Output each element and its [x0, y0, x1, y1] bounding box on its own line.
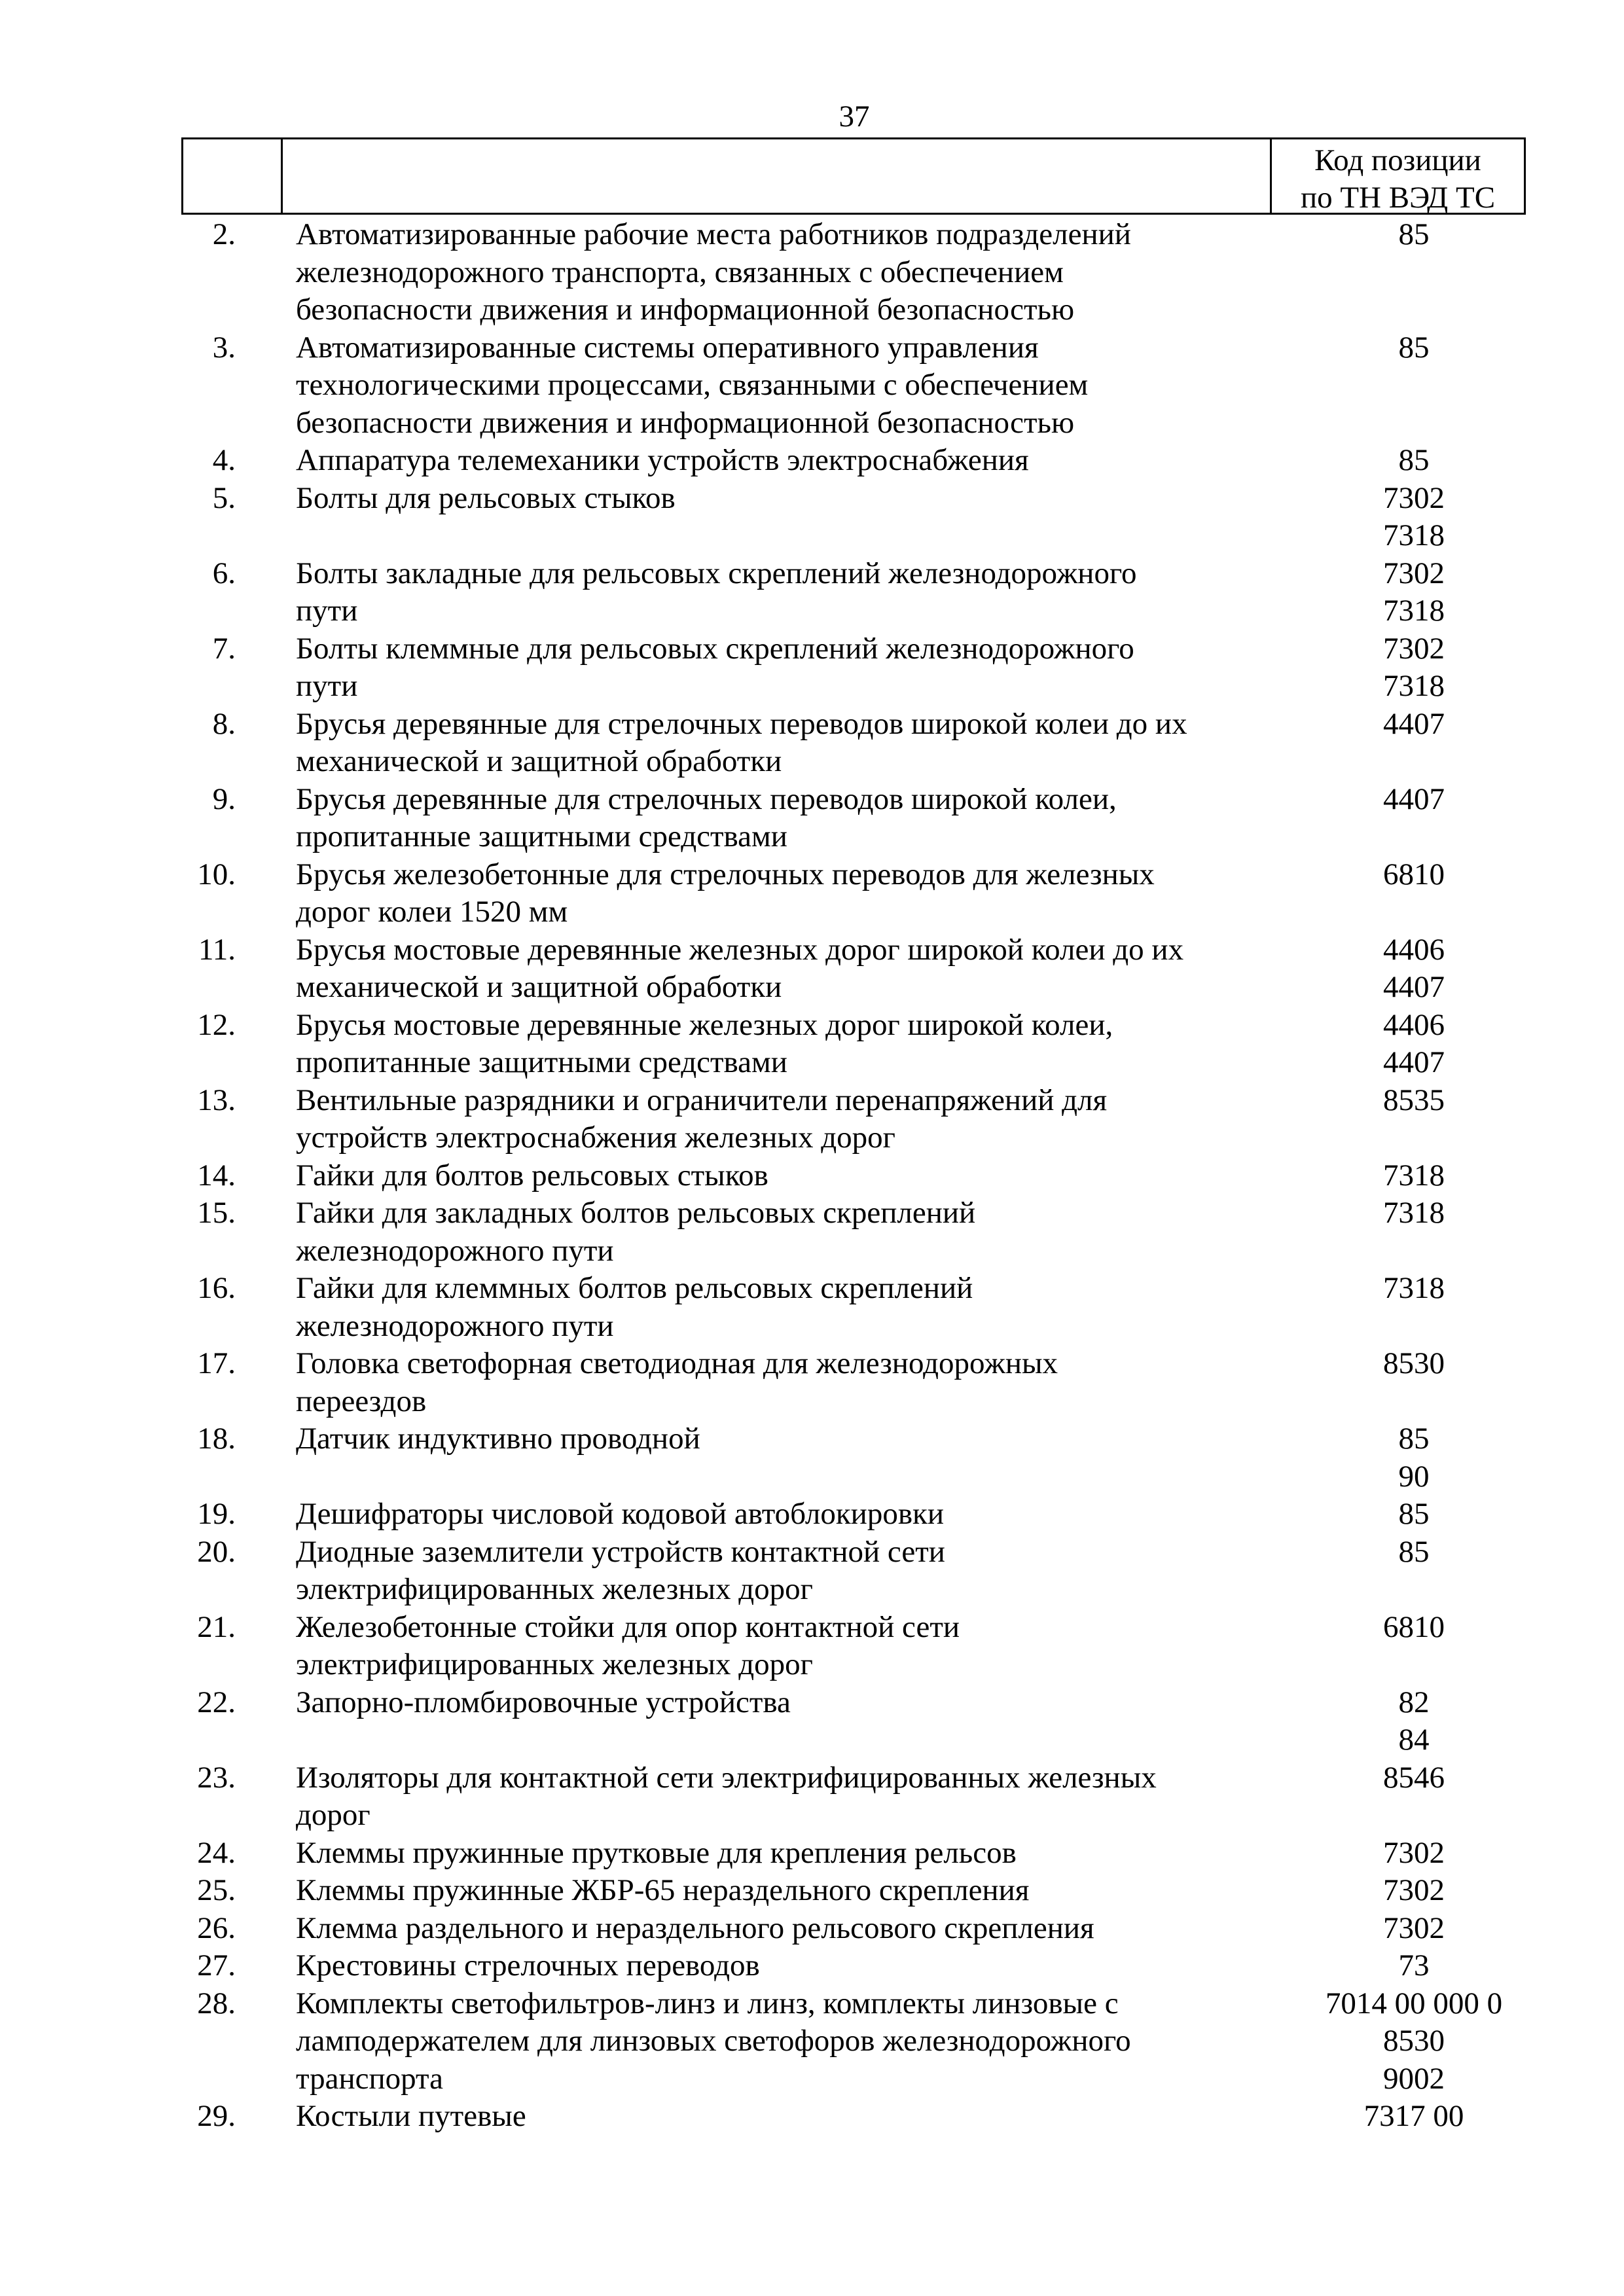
- row-codes: [1270, 1082, 1558, 1120]
- row-code: 4407: [1383, 781, 1445, 816]
- row-name: Брусья деревянные для стрелочных переводов широкой колеи до их механической и защитной обработки: [296, 706, 1187, 778]
- row-number: 19.: [197, 1497, 236, 1531]
- table-row: [0, 1910, 1624, 1948]
- row-codes: [1270, 1007, 1558, 1082]
- row-number: 24.: [197, 1835, 236, 1870]
- row-code: 7318: [1383, 518, 1445, 552]
- table-row: [0, 1985, 1624, 2098]
- row-code: 4407: [1383, 706, 1445, 741]
- row-code: 82: [1398, 1685, 1430, 1719]
- row-name: Дешифраторы числовой кодовой автоблокировки: [296, 1497, 945, 1531]
- table-row: [0, 931, 1624, 1007]
- table-row: [0, 1007, 1624, 1082]
- row-code: 9002: [1383, 2061, 1445, 2096]
- table-row: [0, 1194, 1624, 1270]
- row-code: 85: [1398, 1422, 1430, 1456]
- row-number: 7.: [212, 631, 236, 666]
- row-name: Вентильные разрядники и ограничители перенапряжений для устройств электроснабжения железных дорог: [296, 1083, 1108, 1155]
- row-name: Головка светофорная светодиодная для железнодорожных переездов: [296, 1346, 1058, 1418]
- table-row: [0, 329, 1624, 442]
- row-name: Костыли путевые: [296, 2099, 526, 2133]
- table-row: [0, 1947, 1624, 1985]
- row-name: Крестовины стрелочных переводов: [296, 1948, 760, 1982]
- row-name: Гайки для закладных болтов рельсовых скреплений железнодорожного пути: [296, 1196, 976, 1268]
- table-row: [0, 216, 1624, 329]
- table-row: [0, 1270, 1624, 1345]
- table-row: [0, 856, 1624, 931]
- row-number: 16.: [197, 1271, 236, 1305]
- row-number: 11.: [198, 932, 236, 967]
- row-code: 8546: [1383, 1760, 1445, 1795]
- row-number: 4.: [212, 443, 236, 477]
- row-codes: [1270, 1194, 1558, 1232]
- row-codes: [1270, 2098, 1558, 2136]
- row-name: Брусья деревянные для стрелочных переводов широкой колеи, пропитанные защитными средствами: [296, 781, 1117, 853]
- row-name: Клеммы пружинные ЖБР-65 нераздельного скрепления: [296, 1873, 1030, 1907]
- table-row: [0, 555, 1624, 630]
- row-name: Брусья железобетонные для стрелочных переводов для железных дорог колеи 1520 мм: [296, 857, 1155, 929]
- row-code: 8530: [1383, 2024, 1445, 2058]
- table-row: [0, 1872, 1624, 1910]
- row-name: Запорно-пломбировочные устройства: [296, 1685, 791, 1719]
- table-row: [0, 2098, 1624, 2136]
- row-number: 22.: [197, 1685, 236, 1719]
- row-code: 7302: [1383, 556, 1445, 590]
- item-list: [0, 216, 1624, 2136]
- row-name: Датчик индуктивно проводной: [296, 1422, 700, 1456]
- row-name: Автоматизированные системы оперативного управления технологическими процессами, связанными с обеспечением безопасности движения и информационной безопасностью: [296, 330, 1089, 440]
- row-codes: [1270, 1910, 1558, 1948]
- row-code: 4406: [1383, 932, 1445, 967]
- row-codes: [1270, 706, 1558, 744]
- row-name: Клеммы пружинные прутковые для крепления рельсов: [296, 1835, 1017, 1870]
- row-number: 3.: [212, 330, 236, 365]
- row-name: Болты закладные для рельсовых скреплений железнодорожного пути: [296, 556, 1137, 628]
- row-name: Брусья мостовые деревянные железных дорог широкой колеи до их механической и защитной обработки: [296, 932, 1184, 1004]
- row-codes: [1270, 931, 1558, 1007]
- row-number: 9.: [212, 781, 236, 816]
- row-number: 18.: [197, 1422, 236, 1456]
- table-row: [0, 1835, 1624, 1873]
- row-code: 4407: [1383, 1045, 1445, 1079]
- table-row: [0, 630, 1624, 706]
- row-number: 12.: [197, 1007, 236, 1042]
- row-name: Клемма раздельного и нераздельного рельсового скрепления: [296, 1910, 1094, 1945]
- page-number: 37: [839, 99, 870, 134]
- row-code: 8535: [1383, 1083, 1445, 1117]
- row-code: 7318: [1383, 1158, 1445, 1193]
- row-code: 85: [1398, 217, 1430, 251]
- row-number: 15.: [197, 1196, 236, 1230]
- row-code: 7318: [1383, 1196, 1445, 1230]
- row-code: 7014 00 000 0: [1325, 1986, 1503, 2020]
- row-name: Диодные заземлители устройств контактной сети электрифицированных железных дорог: [296, 1534, 945, 1606]
- row-codes: [1270, 1157, 1558, 1195]
- row-codes: [1270, 1534, 1558, 1571]
- row-name: Болты для рельсовых стыков: [296, 480, 676, 515]
- row-name: Железобетонные стойки для опор контактной сети электрифицированных железных дорог: [296, 1609, 960, 1681]
- row-codes: [1270, 856, 1558, 894]
- row-code: 4407: [1383, 970, 1445, 1004]
- row-name: Гайки для клеммных болтов рельсовых скреплений железнодорожного пути: [296, 1271, 973, 1343]
- table-row: [0, 480, 1624, 555]
- code-column-header-line1: Код позиции: [1314, 143, 1481, 177]
- code-column-header: [1272, 142, 1524, 217]
- code-column-header-line2: по ТН ВЭД ТС: [1300, 181, 1496, 215]
- table-row: [0, 706, 1624, 781]
- row-codes: [1270, 1947, 1558, 1985]
- row-code: 6810: [1383, 857, 1445, 891]
- row-codes: [1270, 329, 1558, 367]
- row-code: 7318: [1383, 669, 1445, 703]
- row-number: 23.: [197, 1760, 236, 1795]
- row-code: 84: [1398, 1723, 1430, 1757]
- row-number: 28.: [197, 1986, 236, 2020]
- row-name: Изоляторы для контактной сети электрифицированных железных дорог: [296, 1760, 1157, 1832]
- row-code: 7302: [1383, 1835, 1445, 1870]
- row-code: 7318: [1383, 1271, 1445, 1305]
- row-number: 10.: [197, 857, 236, 891]
- row-name: Гайки для болтов рельсовых стыков: [296, 1158, 768, 1193]
- table-row: [0, 781, 1624, 856]
- row-number: 14.: [197, 1158, 236, 1193]
- row-codes: [1270, 1270, 1558, 1308]
- table-row: [0, 1082, 1624, 1157]
- row-number: 17.: [197, 1346, 236, 1380]
- table-row: [0, 1534, 1624, 1609]
- row-code: 7318: [1383, 594, 1445, 628]
- row-code: 7302: [1383, 480, 1445, 515]
- row-codes: [1270, 630, 1558, 706]
- row-number: 2.: [212, 217, 236, 251]
- row-name: Болты клеммные для рельсовых скреплений железнодорожного пути: [296, 631, 1134, 703]
- row-code: 8530: [1383, 1346, 1445, 1380]
- table-row: [0, 1345, 1624, 1420]
- table-row: [0, 1157, 1624, 1195]
- row-name: Брусья мостовые деревянные железных дорог широкой колеи, пропитанные защитными средствами: [296, 1007, 1113, 1079]
- row-code: 4406: [1383, 1007, 1445, 1042]
- row-codes: [1270, 1496, 1558, 1534]
- row-number: 25.: [197, 1873, 236, 1907]
- table-row: [0, 442, 1624, 480]
- table-header: [181, 137, 1526, 215]
- table-row: [0, 1684, 1624, 1759]
- row-codes: [1270, 1609, 1558, 1647]
- row-codes: [1270, 216, 1558, 254]
- row-code: 7302: [1383, 1910, 1445, 1945]
- row-codes: [1270, 1420, 1558, 1496]
- row-codes: [1270, 1985, 1558, 2098]
- row-number: 27.: [197, 1948, 236, 1982]
- row-name: Аппаратура телемеханики устройств электроснабжения: [296, 443, 1029, 477]
- row-code: 7302: [1383, 631, 1445, 666]
- row-codes: [1270, 555, 1558, 630]
- row-number: 21.: [197, 1609, 236, 1644]
- row-codes: [1270, 781, 1558, 819]
- row-code: 85: [1398, 1534, 1430, 1569]
- row-number: 5.: [212, 480, 236, 515]
- row-code: 85: [1398, 1497, 1430, 1531]
- row-number: 26.: [197, 1910, 236, 1945]
- row-code: 7317 00: [1363, 2099, 1464, 2133]
- row-code: 6810: [1383, 1609, 1445, 1644]
- row-codes: [1270, 480, 1558, 555]
- row-number: 29.: [197, 2099, 236, 2133]
- row-code: 73: [1398, 1948, 1430, 1982]
- row-codes: [1270, 1759, 1558, 1797]
- row-number: 8.: [212, 706, 236, 741]
- row-name: Автоматизированные рабочие места работников подразделений железнодорожного транспорта, связанных с обеспечением безопасности движения и информационной безопасностью: [296, 217, 1131, 327]
- row-number: 20.: [197, 1534, 236, 1569]
- table-row: [0, 1609, 1624, 1684]
- row-number: 6.: [212, 556, 236, 590]
- row-codes: [1270, 1684, 1558, 1759]
- row-codes: [1270, 442, 1558, 480]
- table-row: [0, 1420, 1624, 1496]
- row-code: 90: [1398, 1459, 1430, 1494]
- row-name: Комплекты светофильтров-линз и линз, комплекты линзовые с ламподержателем для линзовых светофоров железнодорожного транспорта: [296, 1986, 1131, 2096]
- row-code: 85: [1398, 330, 1430, 365]
- table-row: [0, 1759, 1624, 1835]
- row-code: 7302: [1383, 1873, 1445, 1907]
- row-code: 85: [1398, 443, 1430, 477]
- row-codes: [1270, 1872, 1558, 1910]
- row-number: 13.: [197, 1083, 236, 1117]
- header-divider-number: [281, 139, 283, 213]
- row-codes: [1270, 1835, 1558, 1873]
- table-row: [0, 1496, 1624, 1534]
- row-codes: [1270, 1345, 1558, 1383]
